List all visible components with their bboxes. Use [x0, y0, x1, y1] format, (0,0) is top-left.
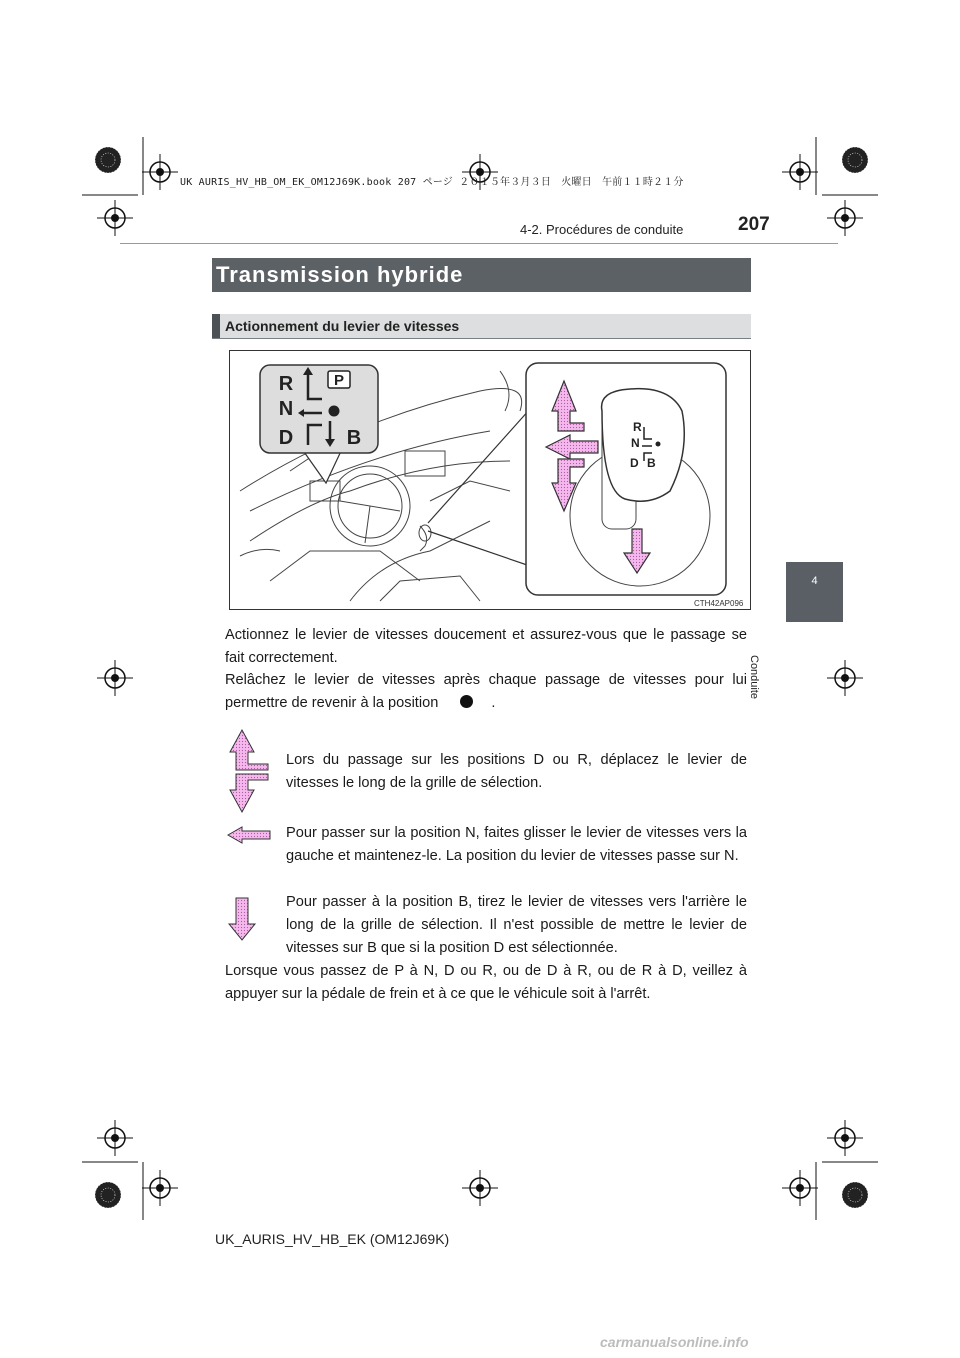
knob-label-d: D — [630, 456, 639, 470]
gate-label-n: N — [278, 398, 294, 420]
print-info-line: UK AURIS_HV_HB_OM_EK_OM12J69K.book 207 ページ ２０１５年３月３日 火曜日 午前１１時２１分 — [180, 177, 684, 188]
up-down-arrow-icon — [226, 728, 274, 814]
subtitle: Actionnement du levier de vitesses — [225, 318, 460, 334]
page-title: Transmission hybride — [216, 262, 464, 287]
header-rule — [120, 243, 838, 244]
item-b-shift: Pour passer à la position B, tirez le levier de vitesses vers l'arrière le long de la grille de sélection. Il n'est possible de mettre le levier de vitesses sur B que si la position D est sélectionnée. — [286, 894, 747, 956]
down-arrow-icon — [228, 896, 258, 942]
neutral-dot-icon — [460, 695, 473, 708]
knob-label-r: R — [633, 420, 642, 434]
shift-lever-figure — [229, 350, 751, 610]
paragraph-intro: Actionnez le levier de vitesses doucement et assurez-vous que le passage se fait correctement. — [225, 627, 747, 666]
chapter-tab-label: Conduite — [748, 655, 760, 700]
figure-code: CTH42AP096 — [694, 599, 744, 608]
footer-model-code: UK_AURIS_HV_HB_EK (OM12J69K) — [215, 1231, 450, 1247]
chapter-tab — [786, 562, 843, 622]
gate-label-d: D — [278, 427, 294, 449]
knob-label-n: N — [631, 436, 640, 450]
watermark: carmanualsonline.info — [600, 1334, 749, 1350]
paragraph-release — [225, 669, 747, 715]
item-d-r-shift: Lors du passage sur les positions D ou R, déplacez le levier de vitesses le long de la grille de sélection. — [286, 752, 747, 791]
figure-illustration — [230, 351, 750, 609]
gate-label-b: B — [346, 427, 362, 449]
knob-label-b: B — [647, 456, 656, 470]
gate-label-p: P — [333, 372, 345, 389]
paragraph-brake-warning: Lorsque vous passez de P à N, D ou R, ou de D à R, ou de R à D, veillez à appuyer sur la pédale de frein et à ce que le véhicule soit à l'arrêt. — [225, 963, 747, 1002]
subtitle-accent — [212, 314, 220, 338]
gate-label-r: R — [278, 373, 294, 395]
left-arrow-icon — [226, 826, 274, 844]
item-n-shift: Pour passer sur la position N, faites glisser le levier de vitesses vers la gauche et maintenez-le. La position du levier de vitesses passe sur N. — [286, 825, 747, 864]
section-heading: 4-2. Procédures de conduite — [520, 222, 684, 237]
paragraph-release-end: . — [491, 695, 496, 711]
paragraph-release-text: Relâchez le levier de vitesses après chaque passage de vitesses pour lui permettre de revenir à la position — [225, 672, 747, 711]
chapter-tab-number: 4 — [811, 575, 818, 587]
page-number: 207 — [738, 214, 770, 235]
